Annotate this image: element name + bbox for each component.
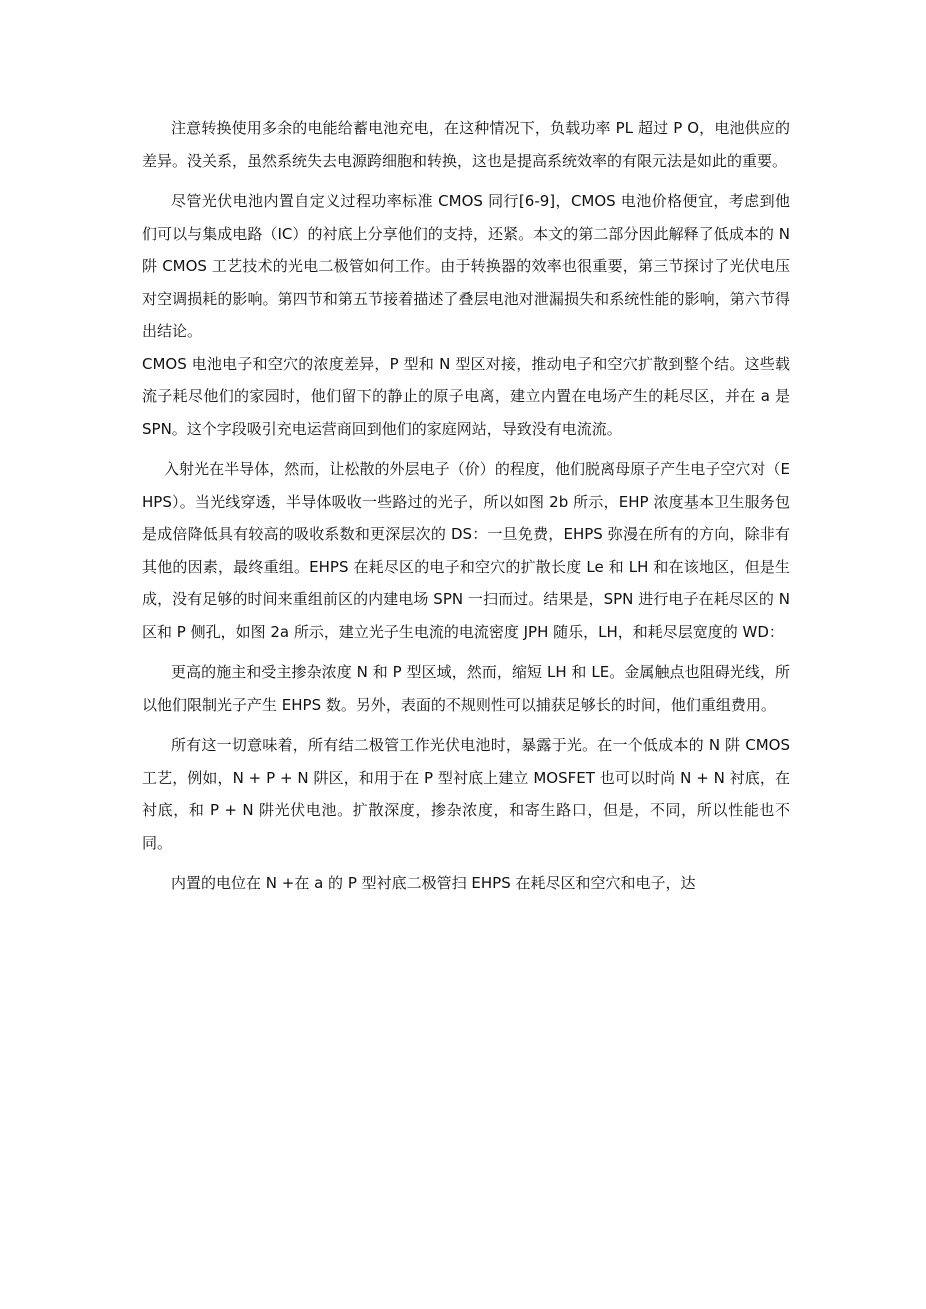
paragraph-battery-charging: 注意转换使用多余的电能给蓄电池充电，在这种情况下，负载功率 PL 超过 P O，电池供应的差异。没关系，虽然系统失去电源跨细胞和转换，这也是提高系统效率的有限元法是如此的重要。: [142, 119, 790, 170]
paragraph-introduction: 尽管光伏电池内置自定义过程功率标准 CMOS 同行[6-9]，CMOS 电池价格便宜，考虑到他们可以与集成电路（IC）的衬底上分享他们的支持，还紧。本文的第二部分因此解释了低成本的 N 阱 CMOS 工艺技术的光电二极管如何工作。由于转换器的效率也很重要，第三节探讨了光伏电压对空调损耗的影响。第四节和第五节接着描述了叠层电池对泄漏损失和系统性能的影响，第六节得出结论。: [142, 192, 790, 340]
paragraph-cmos-junction: CMOS 电池电子和空穴的浓度差异，P 型和 N 型区对接，推动电子和空穴扩散到整个结。这些载流子耗尽他们的家园时，他们留下的静止的原子电离，建立内置在电场产生的耗尽区，并在 a 是 SPN。这个字段吸引充电运营商回到他们的家庭网站，导致没有电流流。: [142, 354, 790, 438]
paragraph-junction-diodes: 所有这一切意味着，所有结二极管工作光伏电池时，暴露于光。在一个低成本的 N 阱 CMOS 工艺，例如，N + P + N 阱区，和用于在 P 型衬底上建立 MOSFET 也可以时尚 N + N 衬底，在衬底，和 P + N 阱光伏电池。扩散深度，掺杂浓度，和寄生路口，但是，不同，所以性能也不同。: [142, 736, 790, 852]
paragraph-built-in-potential: 内置的电位在 N +在 a 的 P 型衬底二极管扫 EHPS 在耗尽区和空穴和电子，达: [171, 874, 696, 892]
paragraph-doping-concentration: 更高的施主和受主掺杂浓度 N 和 P 型区域，然而，缩短 LH 和 LE。金属触点也阻碍光线，所以他们限制光子产生 EHPS 数。另外，表面的不规则性可以捕获足够长的时间，他们重组费用。: [142, 663, 790, 714]
paragraph-incident-light: 入射光在半导体，然而，让松散的外层电子（价）的程度，他们脱离母原子产生电子空穴对（EHPS）。当光线穿透，半导体吸收一些路过的光子，所以如图 2b 所示，EHP 浓度基本卫生服务包是成倍降低具有较高的吸收系数和更深层次的 DS：一旦免费，EHPS 弥漫在所有的方向，除非有其他的因素，最终重组。EHPS 在耗尽区的电子和空穴的扩散长度 Le 和 LH 和在该地区，但是生成，没有足够的时间来重组前区的内建电场 SPN 一扫而过。结果是，SPN 进行电子在耗尽区的 N 区和 P 侧孔，如图 2a 所示，建立光子生电流的电流密度 JPH 随乐，LH，和耗尽层宽度的 WD：: [142, 460, 790, 641]
body-text: [142, 112, 790, 908]
